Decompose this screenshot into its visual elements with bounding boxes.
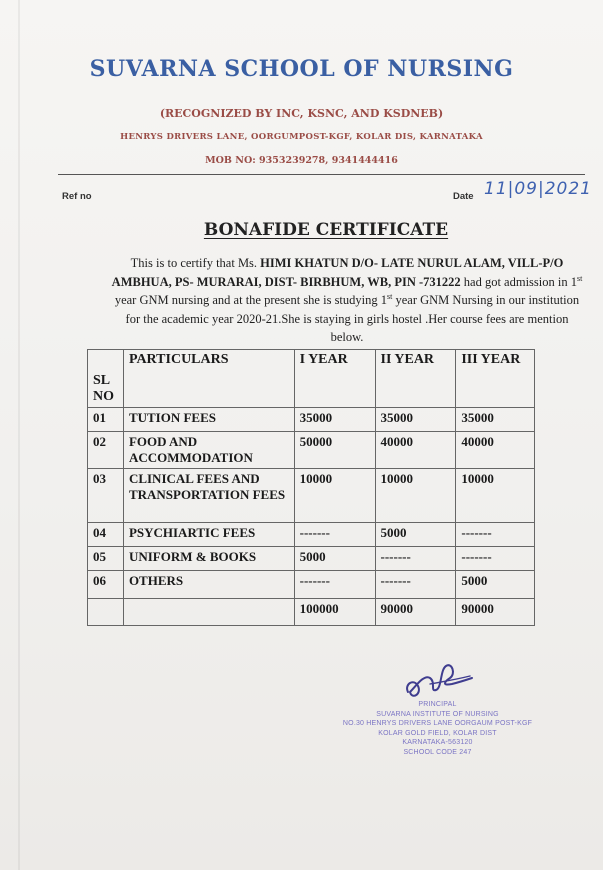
cell-year-1: 50000 [294,432,375,469]
header-year-2: II YEAR [375,350,456,408]
cell-year-3: 10000 [456,469,535,523]
cell-sl: 06 [88,571,124,599]
header-year-3: III YEAR [456,350,535,408]
recognition-line: (RECOGNIZED BY INC, KSNC, AND KSDNEB) [159,107,444,120]
cell-year-1: 5000 [294,547,375,571]
table-row [88,469,535,523]
certificate-title: BONAFIDE CERTIFICATE [203,220,449,240]
cell-sl: 01 [88,408,124,432]
table-total-row [88,599,535,626]
table-row [88,571,535,599]
date-label: Date [453,191,474,202]
cell-year-1: ------- [294,523,375,547]
principal-signature [400,656,480,704]
cell-particular: PSYCHIARTIC FEES [123,523,294,547]
fees-table [87,349,535,626]
cell-sl: 02 [88,432,124,469]
cell-year-2: 10000 [375,469,456,523]
cell-particular: FOOD AND ACCOMMODATION [123,432,294,469]
total-year-1: 100000 [294,599,375,626]
cell-year-2: ------- [375,571,456,599]
table-header-row [88,350,535,408]
cell-year-2: 35000 [375,408,456,432]
superscript-st: st [576,273,583,283]
cell-year-1: 35000 [294,408,375,432]
cell-year-2: 5000 [375,523,456,547]
header-particulars: PARTICULARS [123,350,294,408]
body-intro: This is to certify that Ms. [130,256,261,270]
cell-particular: OTHERS [123,571,294,599]
cell-year-2: 40000 [375,432,456,469]
certificate-body [108,254,586,347]
student-details: HIMI KHATUN D/O- LATE NURUL ALAM, VILL-P/O AMBHUA, PS- MURARAI, DIST- BIRBHUM, WB, PIN -731222 [111,256,564,289]
header-sl-no: SL NO [88,350,124,408]
body-studying: year GNM nursing and at the present she is studying 1 [114,293,388,308]
stamp-line: SCHOOL CODE 247 [403,748,472,756]
body-admission: had got admission in 1 [460,274,577,289]
cell-year-1: ------- [294,571,375,599]
cell-particular: CLINICAL FEES AND TRANSPORTATION FEES [123,469,294,523]
cell-year-3: ------- [456,547,535,571]
cell-particular [123,599,294,626]
address-line: HENRYS DRIVERS LANE, OORGUMPOST-KGF, KOLAR DIS, KARNATAKA [120,132,483,142]
cell-year-3: 5000 [456,571,535,599]
body-closing: year GNM Nursing in our institution for the academic year 2020-21.She is staying in girls hostel .Her course fees are mention below. [125,293,580,345]
cell-year-2: ------- [375,547,456,571]
cell-sl [88,599,124,626]
total-year-2: 90000 [375,599,456,626]
cell-year-3: 40000 [456,432,535,469]
superscript-st: st [387,292,393,302]
mobile-number-line: MOB NO: 9353239278, 9341444416 [205,155,398,166]
principal-stamp [340,700,535,758]
stamp-line: KARNATAKA-563120 [402,739,473,747]
cell-particular: UNIFORM & BOOKS [123,547,294,571]
cell-year-1: 10000 [294,469,375,523]
stamp-line: PRINCIPAL [418,701,457,708]
school-name: SUVARNA SCHOOL OF NURSING [89,56,514,82]
stamp-line: SUVARNA INSTITUTE OF NURSING [376,710,499,718]
cell-particular: TUTION FEES [123,408,294,432]
table-row [88,523,535,547]
table-row [88,547,535,571]
stamp-line: NO.30 HENRYS DRIVERS LANE OORGAUM POST-KGF [342,720,533,728]
table-row [88,408,535,432]
header-divider [58,174,585,175]
stamp-line: KOLAR GOLD FIELD, KOLAR DIST [378,729,497,737]
total-year-3: 90000 [456,599,535,626]
cell-year-3: 35000 [456,408,535,432]
handwritten-date: 11|09|2021 [484,179,592,199]
cell-year-3: ------- [456,523,535,547]
header-year-1: I YEAR [294,350,375,408]
cell-sl: 04 [88,523,124,547]
ref-no-label: Ref no [62,191,92,202]
cell-sl: 05 [88,547,124,571]
cell-sl: 03 [88,469,124,523]
paper-fold-shadow [18,0,20,870]
table-row [88,432,535,469]
